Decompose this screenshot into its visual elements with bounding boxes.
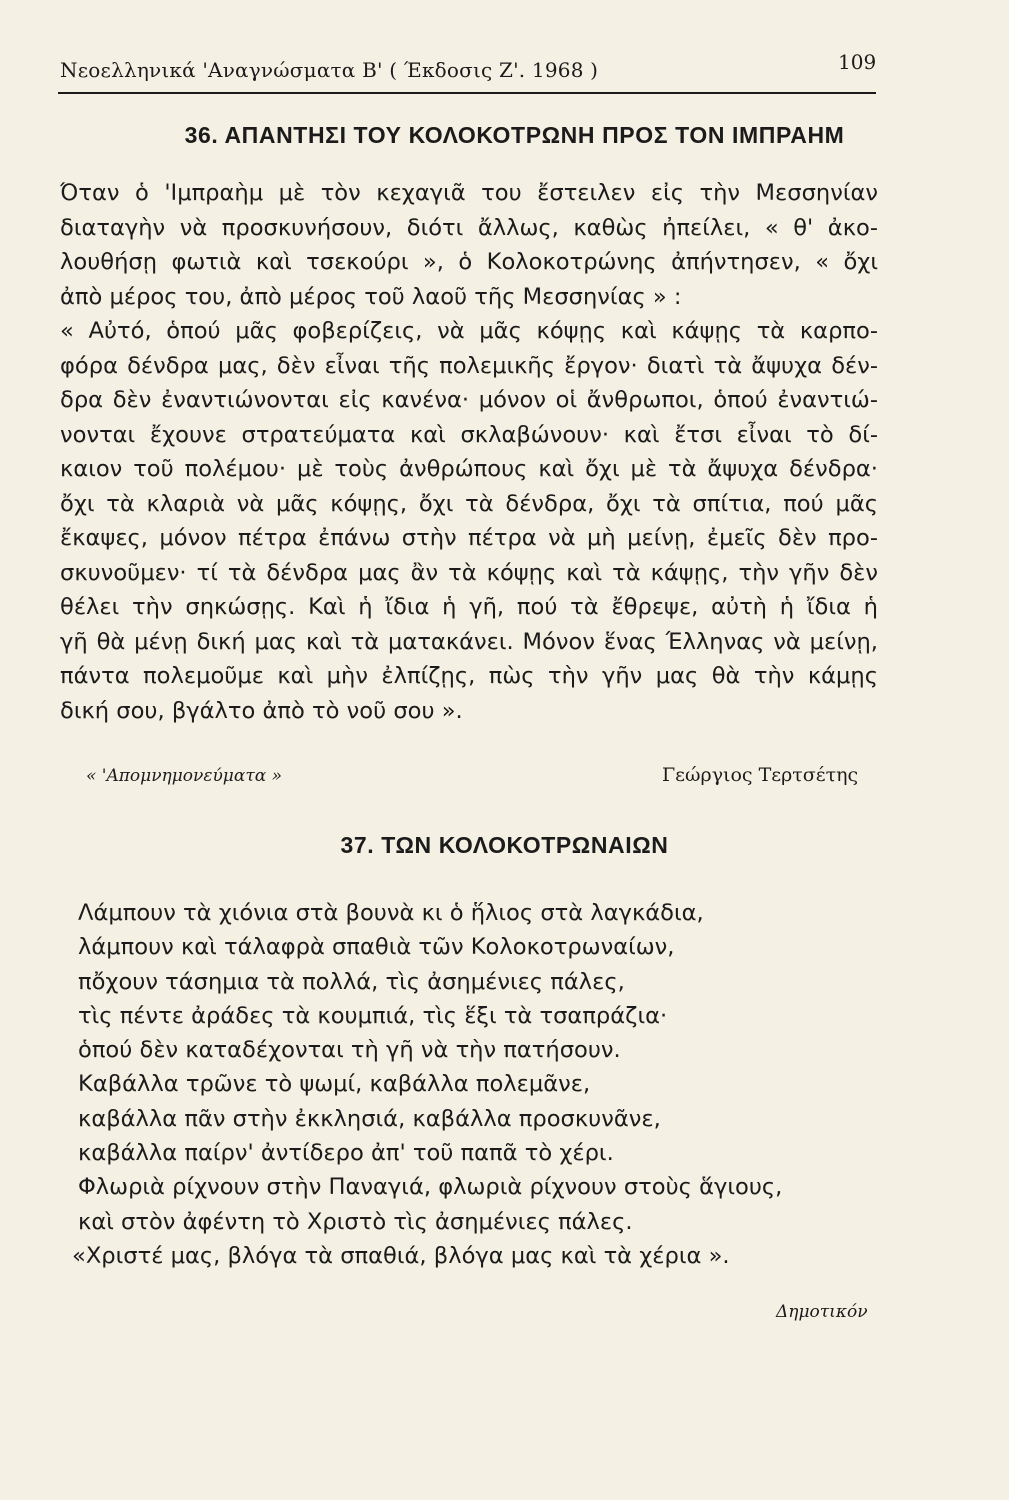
poem-line: Λάμπουν τὰ χιόνια στὰ βουνὰ κι ὁ ἥλιος στὰ λαγκάδια, <box>78 900 704 926</box>
section-36-prose <box>60 176 878 728</box>
poem-line: λάμπουν καὶ τάλαφρὰ σπαθιὰ τῶν Κολοκοτρωναίων, <box>78 934 675 961</box>
header-rule <box>58 92 876 94</box>
prose-line: γῆ θὰ μένῃ δική μας καὶ τὰ ματακάνει. Μόνον ἕνας Έλληνας νὰ μείνῃ, <box>60 628 878 655</box>
prose-line: λουθήσῃ φωτιὰ καὶ τσεκούρι », ὁ Κολοκοτρώνης ἀπήντησεν, « ὄχι <box>60 249 878 275</box>
poem-line: Φλωριὰ ρίχνουν στὴν Παναγιά, φλωριὰ ρίχνουν στοὺς ἅγιους, <box>78 1174 783 1201</box>
section-36-source: « 'Απομνημονεύματα » <box>86 766 283 786</box>
poem-line: καβάλλα παίρν' ἀντίδερο ἀπ' τοῦ παπᾶ τὸ χέρι. <box>78 1140 614 1167</box>
running-head: Νεοελληνικά 'Αναγνώσματα Β' ( Έκδοσις Ζ'. 1968 ) <box>60 58 599 82</box>
prose-line: φόρα δένδρα μας, δὲν εἶναι τῆς πολεμικῆς ἔργον· διατὶ τὰ ἄψυχα δέν- <box>60 352 878 379</box>
prose-line: δική σου, βγάλτο ἀπὸ τὸ νοῦ σου ». <box>60 697 463 724</box>
prose-line: δρα δὲν ἐναντιώνονται εἰς κανένα· μόνον οἱ ἄνθρωποι, ὁπού ἐναντιώ- <box>60 387 878 413</box>
poem-line: «Χριστέ μας, βλόγα τὰ σπαθιά, βλόγα μας καὶ τὰ χέρια ». <box>72 1242 730 1269</box>
prose-line: καιον τοῦ πολέμου· μὲ τοὺς ἀνθρώπους καὶ ὄχι μὲ τὰ ἄψυχα δένδρα· <box>60 456 878 482</box>
poem-line: τὶς πέντε ἀράδες τὰ κουμπιά, τὶς ἕξι τὰ τσαπράζια· <box>78 1002 668 1029</box>
section-37-title: 37. ΤΩΝ ΚΟΛΟΚΟΤΡΩΝΑΙΩΝ <box>340 832 669 858</box>
section-36-title: 36. ΑΠΑΝΤΗΣΙ ΤΟΥ ΚΟΛΟΚΟΤΡΩΝΗ ΠΡΟΣ ΤΟΝ ΙΜΠΡΑΗΜ <box>184 122 845 148</box>
prose-line: ἔκαψες, μόνον πέτρα ἐπάνω στὴν πέτρα νὰ μὴ μείνῃ, ἐμεῖς δὲν προ- <box>60 525 878 551</box>
poem-line: καὶ στὸν ἀφέντη τὸ Χριστὸ τὶς ἀσημένιες πάλες. <box>78 1208 633 1235</box>
section-36-author: Γεώργιος Τερτσέτης <box>662 764 859 786</box>
prose-line: « Αὐτό, ὁπού μᾶς φοβερίζεις, νὰ μᾶς κόψῃς καὶ κάψῃς τὰ καρπο- <box>60 318 878 344</box>
page-number: 109 <box>838 50 877 74</box>
poem-line: Καβάλλα τρῶνε τὸ ψωμί, καβάλλα πολεμᾶνε, <box>78 1071 591 1098</box>
prose-line: πάντα πολεμοῦμε καὶ μὴν ἐλπίζῃς, πὼς τὴν γῆν μας θὰ τὴν κάμῃς <box>60 663 878 689</box>
prose-line: ὄχι τὰ κλαριὰ νὰ μᾶς κόψῃς, ὄχι τὰ δένδρα, ὄχι τὰ σπίτια, πού μᾶς <box>60 490 878 517</box>
section-37-source: Δημοτικόν <box>776 1302 868 1322</box>
section-37-poem <box>72 896 783 1273</box>
prose-line: θέλει τὴν σηκώσῃς. Καὶ ἡ ἴδια ἡ γῆ, πού τὰ ἔθρεψε, αὐτὴ ἡ ἴδια ἡ <box>60 594 878 620</box>
poem-line: καβάλλα πᾶν στὴν ἐκκλησιά, καβάλλα προσκυνᾶνε, <box>78 1105 661 1132</box>
poem-line: πὄχουν τάσημια τὰ πολλά, τὶς ἀσημένιες πάλες, <box>78 968 625 995</box>
prose-line: ἀπὸ μέρος του, ἀπὸ μέρος τοῦ λαοῦ τῆς Μεσσηνίας » : <box>60 283 682 310</box>
prose-line: Όταν ὁ 'Ιμπραὴμ μὲ τὸν κεχαγιᾶ του ἔστειλεν εἰς τὴν Μεσσηνίαν <box>60 180 878 206</box>
prose-line: διαταγὴν νὰ προσκυνήσουν, διότι ἄλλως, καθὼς ἠπείλει, « θ' ἀκο- <box>60 214 878 241</box>
prose-line: νονται ἔχουνε στρατεύματα καὶ σκλαβώνουν· καὶ ἔτσι εἶναι τὸ δί- <box>60 421 878 448</box>
poem-line: ὁπού δὲν καταδέχονται τὴ γῆ νὰ τὴν πατήσουν. <box>78 1037 621 1064</box>
prose-line: σκυνοῦμεν· τί τὰ δένδρα μας ἂν τὰ κόψῃς καὶ τὰ κάψῃς, τὴν γῆν δὲν <box>60 559 878 586</box>
